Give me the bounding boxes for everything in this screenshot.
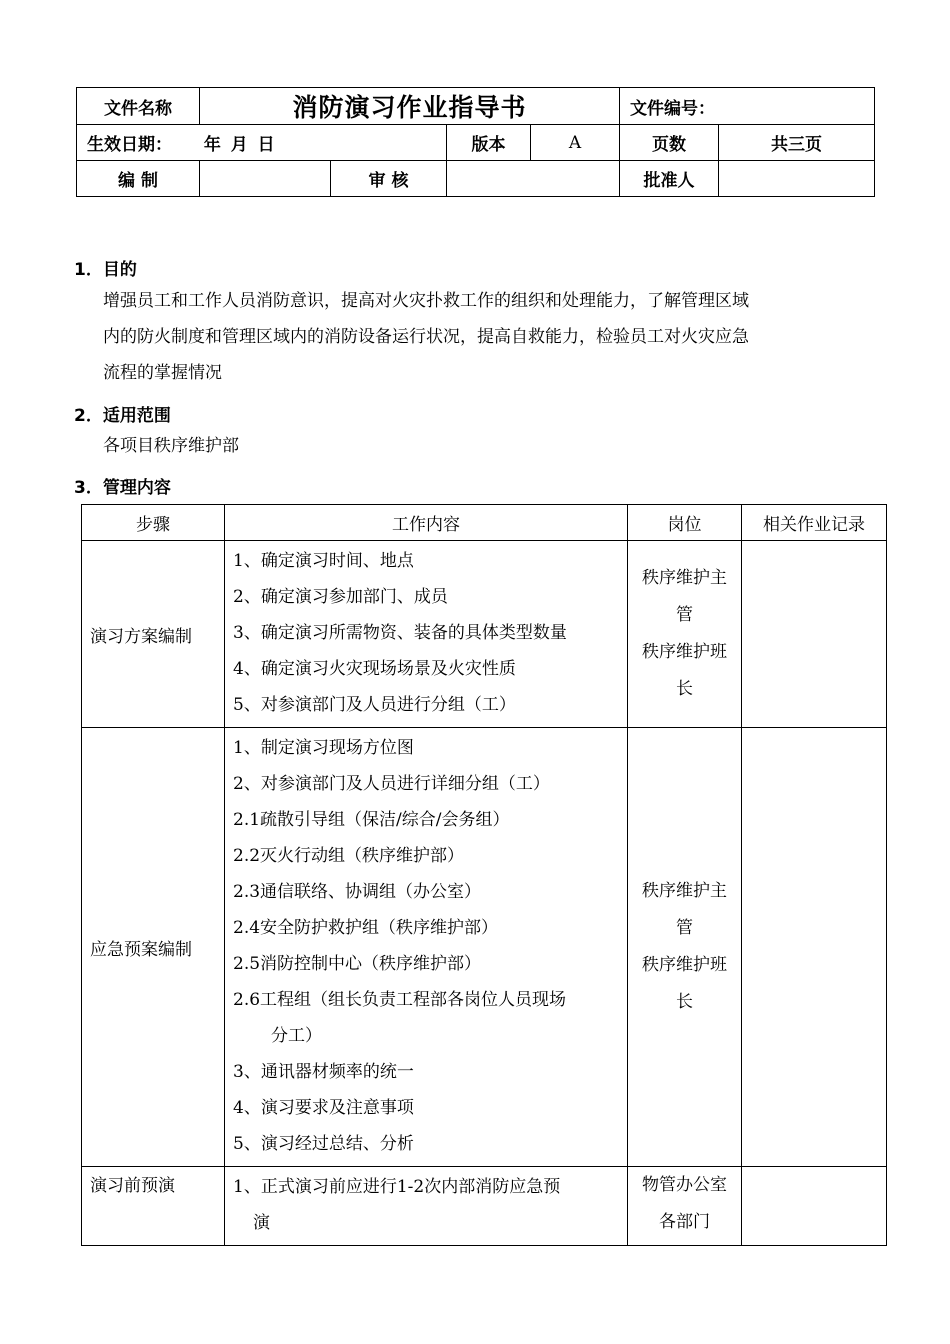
effective-date-value: 年 月 日	[203, 135, 277, 155]
review-value	[447, 161, 620, 197]
post-line: 长	[676, 992, 693, 1012]
work-item: 2.2灭火行动组（秩序维护部）	[233, 846, 465, 866]
post-line: 管	[676, 918, 693, 938]
post-cell	[628, 728, 742, 1167]
work-item: 1、制定演习现场方位图	[233, 738, 414, 758]
table-row	[82, 728, 887, 1167]
post-line: 各部门	[659, 1212, 710, 1232]
post-line: 秩序维护班	[642, 955, 727, 975]
table-row	[82, 541, 887, 728]
step-cell: 应急预案编制	[82, 728, 225, 1167]
section-1-title: 1．目的	[74, 260, 137, 280]
column-header: 步骤	[82, 505, 225, 541]
version-value: A	[531, 125, 620, 161]
work-item: 4、确定演习火灾现场场景及火灾性质	[233, 659, 516, 679]
work-item: 3、确定演习所需物资、装备的具体类型数量	[233, 623, 567, 643]
work-item: 1、正式演习前应进行1-2次内部消防应急预	[233, 1177, 561, 1197]
file-number-label: 文件编号：	[620, 88, 875, 125]
compile-label: 编 制	[77, 161, 200, 197]
work-item: 1、确定演习时间、地点	[233, 551, 414, 571]
work-item: 2.1疏散引导组（保洁/综合/会务组）	[233, 810, 510, 830]
work-item: 2.6工程组（组长负责工程部各岗位人员现场	[233, 990, 567, 1010]
approver-label: 批准人	[620, 161, 719, 197]
record-cell	[742, 541, 887, 728]
work-content-cell	[225, 1167, 628, 1246]
work-content-cell	[225, 541, 628, 728]
step-cell: 演习前预演	[82, 1167, 225, 1246]
column-header: 岗位	[628, 505, 742, 541]
work-item: 3、通讯器材频率的统一	[233, 1062, 414, 1082]
post-line: 秩序维护主	[642, 568, 727, 588]
management-content-table	[81, 504, 887, 1246]
work-item: 演	[253, 1213, 270, 1233]
section-2-title: 2．适用范围	[74, 406, 171, 426]
work-item: 4、演习要求及注意事项	[233, 1098, 414, 1118]
section-3-title: 3．管理内容	[74, 478, 171, 498]
work-item: 2.5消防控制中心（秩序维护部）	[233, 954, 482, 974]
work-item: 2、对参演部门及人员进行详细分组（工）	[233, 774, 550, 794]
table-header-row	[82, 505, 887, 541]
work-item: 2.3通信联络、协调组（办公室）	[233, 882, 482, 902]
work-item: 分工）	[271, 1026, 322, 1046]
work-content-cell	[225, 728, 628, 1167]
step-cell: 演习方案编制	[82, 541, 225, 728]
document-header-table	[76, 87, 875, 197]
work-item: 2、确定演习参加部门、成员	[233, 587, 448, 607]
table-row	[82, 1167, 887, 1246]
file-name-label: 文件名称	[77, 88, 200, 125]
review-label: 审 核	[331, 161, 447, 197]
post-line: 长	[676, 679, 693, 699]
version-label: 版本	[447, 125, 531, 161]
post-line: 物管办公室	[642, 1175, 727, 1195]
section-1-line: 内的防火制度和管理区域内的消防设备运行状况，提高自救能力，检验员工对火灾应急	[103, 327, 749, 347]
section-1-line: 流程的掌握情况	[103, 363, 222, 383]
record-cell	[742, 1167, 887, 1246]
post-cell	[628, 1167, 742, 1246]
post-line: 秩序维护班	[642, 642, 727, 662]
work-item: 5、演习经过总结、分析	[233, 1134, 414, 1154]
section-1-line: 增强员工和工作人员消防意识，提高对火灾扑救工作的组织和处理能力，了解管理区域	[103, 291, 749, 311]
pages-label: 页数	[620, 125, 719, 161]
effective-date-label: 生效日期：	[87, 135, 172, 155]
document-title: 消防演习作业指导书	[200, 88, 620, 125]
post-line: 管	[676, 605, 693, 625]
post-line: 秩序维护主	[642, 881, 727, 901]
section-1-body	[103, 283, 853, 391]
post-cell	[628, 541, 742, 728]
column-header: 工作内容	[225, 505, 628, 541]
work-item: 2.4安全防护救护组（秩序维护部）	[233, 918, 499, 938]
column-header: 相关作业记录	[742, 505, 887, 541]
approver-value	[719, 161, 875, 197]
compile-value	[200, 161, 331, 197]
pages-value: 共三页	[719, 125, 875, 161]
work-item: 5、对参演部门及人员进行分组（工）	[233, 695, 516, 715]
record-cell	[742, 728, 887, 1167]
section-2-body: 各项目秩序维护部	[103, 436, 239, 456]
effective-date-cell	[77, 125, 447, 161]
